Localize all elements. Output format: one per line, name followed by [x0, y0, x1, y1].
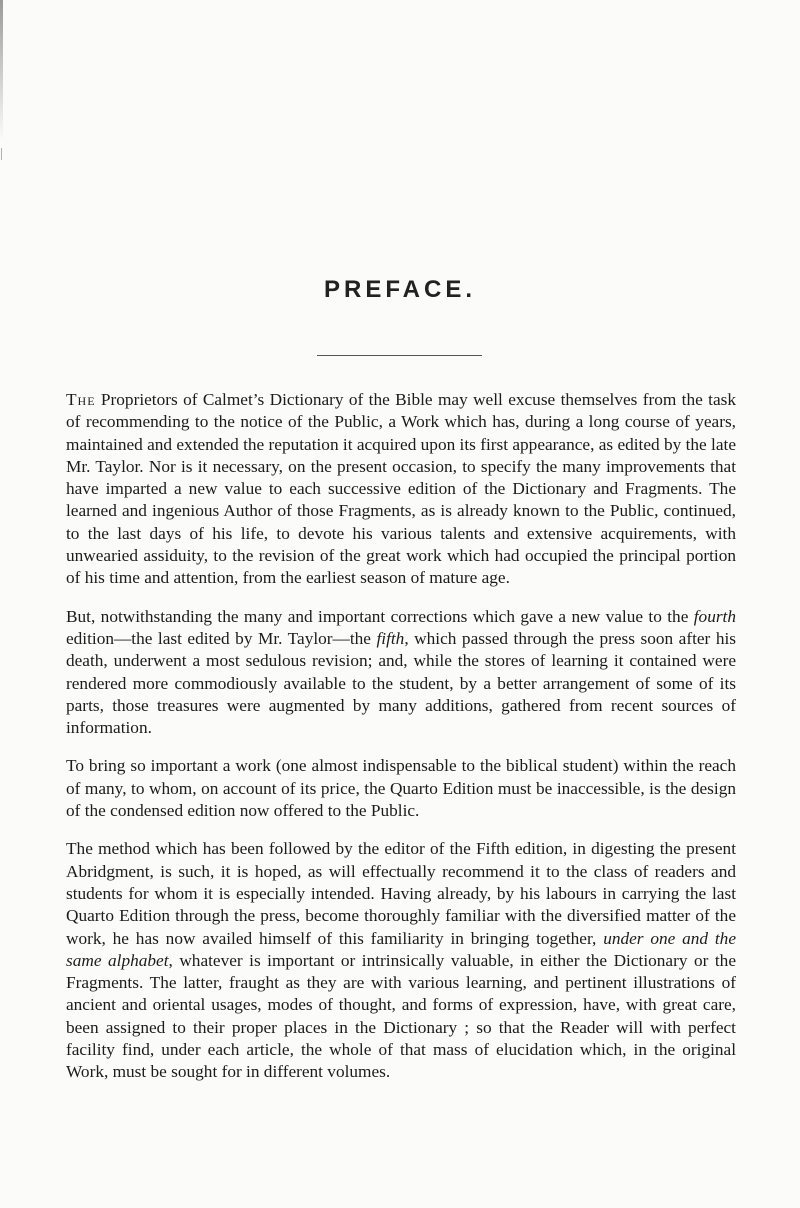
paragraph-4-part1: The method which has been followed by the editor of the Fifth edition, in digesting the present Abridgment, is such, it is hoped, as will effectually recommend it to the class of readers and students for whom it is especially intended. Having already, by his labours in carrying the last Quarto Edition through the press, become thoroughly familiar with the diversified matter of the work, he has now availed himself of this familiarity in bringing together,: [66, 839, 736, 948]
page-edge-mark: [1, 148, 2, 160]
paragraph-2-part3: , which passed through the press soon after his death, underwent a most sedulous revision; and, while the stores of learning it contained were rendered more commodiously available to the student, by a better arrangement of some of its parts, those treasures were augmented by many additions, gathered from recent sources of information.: [66, 628, 736, 738]
paragraph-3-text: To bring so important a work (one almost indispensable to the biblical student) within the reach of many, to whom, on account of its price, the Quarto Edition must be inaccessible, is the design of the condensed edition now offered to the Public.: [66, 756, 736, 821]
page-title: PREFACE.: [323, 276, 477, 303]
paragraph-2-part2: edition—the last edited by Mr. Taylor—the: [66, 628, 377, 648]
paragraph-2-italic-fourth: fourth: [693, 606, 736, 626]
paragraph-2-italic-fifth: fifth: [376, 628, 405, 648]
preface-body: [66, 389, 736, 1100]
paragraph-4: [66, 838, 736, 1083]
paragraph-1-text: Proprietors of Calmet’s Dictionary of the Bible may well excuse themselves from the task of recommending to the notice of the Public, a Work which has, during a long course of years, maintained and extended the reputation it acquired upon its first appearance, as edited by the late Mr. Taylor. Nor is it necessary, on the present occasion, to specify the many improvements that have imparted a new value to each successive edition of the Dictionary and Fragments. The learned and ingenious Author of those Fragments, as is already known to the Public, continued, to the last days of his life, to devote his various talents and extensive acquirements, with unwearied assiduity, to the revision of the great work which had occupied the principal portion of his time and attention, from the earliest season of mature age.: [66, 390, 736, 588]
paragraph-4-part2: , whatever is important or intrinsically valuable, in either the Dictionary or the Fragments. The latter, fraught as they are with various learning, and pertinent illustrations of ancient and oriental usages, modes of thought, and forms of expression, have, with great care, been assigned to their proper places in the Dictionary ; so that the Reader will with perfect facility find, under each article, the whole of that mass of elucidation which, in the original Work, must be sought for in different volumes.: [66, 950, 736, 1082]
paragraph-4-italic-alphabet: under one and the same alphabet: [66, 928, 736, 970]
paragraph-3: [66, 755, 736, 822]
paragraph-1-lead: The: [66, 390, 96, 409]
title-divider: [317, 355, 482, 356]
paragraph-2: [66, 606, 736, 740]
paragraph-2-part1: But, notwithstanding the many and important corrections which gave a new value to the: [66, 606, 694, 626]
paragraph-1: [66, 389, 736, 590]
page-edge-shadow: [0, 0, 3, 140]
